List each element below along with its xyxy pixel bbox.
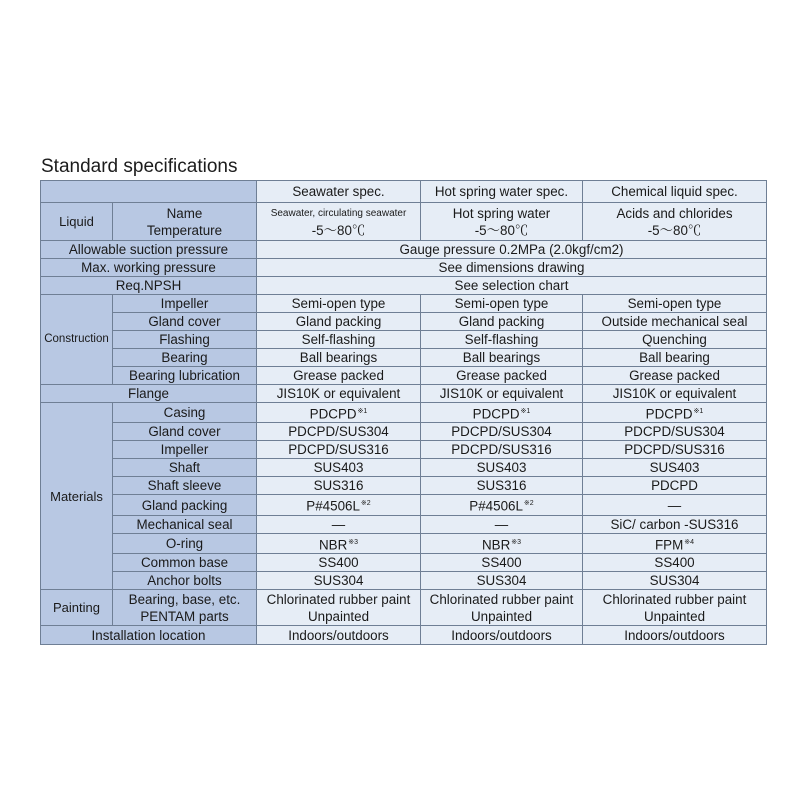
row-label: Shaft sleeve [113, 477, 257, 495]
cell: Gland packing [421, 313, 583, 331]
cell: Ball bearing [583, 349, 767, 367]
cell: SiC/ carbon -SUS316 [583, 515, 767, 533]
cell: SS400 [257, 554, 421, 572]
cell: PDCPD/SUS316 [421, 441, 583, 459]
painting-value: Chlorinated rubber paint [602, 591, 747, 607]
cell [583, 533, 767, 553]
cell: Grease packed [257, 367, 421, 385]
cell: — [583, 495, 767, 515]
liquid-cell [421, 203, 583, 241]
row-label: Casing [113, 403, 257, 423]
materials-row [41, 554, 767, 572]
cell: PDCPD/SUS316 [257, 441, 421, 459]
cell-value: PDCPD [309, 406, 357, 422]
cell: Semi-open type [583, 295, 767, 313]
allowable-suction-row [41, 241, 767, 259]
materials-row [41, 403, 767, 423]
materials-row [41, 495, 767, 515]
materials-row [41, 533, 767, 553]
installation-row [41, 626, 767, 645]
cell: — [257, 515, 421, 533]
materials-row [41, 515, 767, 533]
materials-row [41, 441, 767, 459]
cell: Self-flashing [257, 331, 421, 349]
cell: SUS316 [421, 477, 583, 495]
cell: Semi-open type [257, 295, 421, 313]
cell: SUS403 [421, 459, 583, 477]
cell: — [421, 515, 583, 533]
footnote-mark: ※3 [348, 538, 359, 546]
row-group-label: Materials [41, 403, 113, 590]
cell [257, 495, 421, 515]
cell-value: P#4506L [306, 498, 360, 514]
cell: Indoors/outdoors [583, 626, 767, 645]
cell [421, 495, 583, 515]
cell: Gland packing [257, 313, 421, 331]
cell: PDCPD/SUS304 [583, 423, 767, 441]
row-label: Allowable suction pressure [41, 241, 257, 259]
corner-cell [41, 181, 257, 203]
cell: SUS316 [257, 477, 421, 495]
footnote-mark: ※2 [360, 500, 371, 508]
cell [257, 590, 421, 626]
cell: SUS304 [583, 572, 767, 590]
name-label: Name [166, 205, 203, 221]
cell: Grease packed [421, 367, 583, 385]
column-header: Hot spring water spec. [421, 181, 583, 203]
row-label: O-ring [113, 533, 257, 553]
construction-row [41, 295, 767, 313]
cell: PDCPD/SUS304 [421, 423, 583, 441]
row-group-label: Construction [41, 295, 113, 385]
row-label: Flange [41, 385, 257, 403]
painting-row [41, 590, 767, 626]
cell [257, 403, 421, 423]
materials-row [41, 572, 767, 590]
row-label: Installation location [41, 626, 257, 645]
row-value: See dimensions drawing [257, 259, 767, 277]
row-label: Bearing lubrication [113, 367, 257, 385]
liquid-temp: -5～80℃ [647, 222, 702, 238]
row-value: Gauge pressure 0.2MPa (2.0kgf/cm2) [257, 241, 767, 259]
painting-value: Chlorinated rubber paint [429, 591, 574, 607]
cell: SUS403 [257, 459, 421, 477]
footnote-mark: ※4 [684, 538, 695, 546]
construction-row [41, 367, 767, 385]
spec-table [40, 180, 767, 645]
cell [257, 533, 421, 553]
row-label: Gland cover [113, 423, 257, 441]
liquid-name: Hot spring water [452, 205, 551, 221]
cell: PDCPD/SUS304 [257, 423, 421, 441]
footnote-mark: ※1 [520, 408, 531, 415]
cell: SS400 [421, 554, 583, 572]
cell: Indoors/outdoors [257, 626, 421, 645]
cell: SUS403 [583, 459, 767, 477]
cell: Ball bearings [421, 349, 583, 367]
max-working-row [41, 259, 767, 277]
header-row [41, 181, 767, 203]
row-label: Gland cover [113, 313, 257, 331]
cell: JIS10K or equivalent [421, 385, 583, 403]
liquid-temp: -5～80℃ [474, 222, 529, 238]
cell [421, 533, 583, 553]
row-label: Req.NPSH [41, 277, 257, 295]
materials-row [41, 423, 767, 441]
painting-value: Chlorinated rubber paint [266, 591, 411, 607]
cell: Indoors/outdoors [421, 626, 583, 645]
painting-value: Unpainted [307, 608, 370, 624]
cell [421, 403, 583, 423]
row-label: Max. working pressure [41, 259, 257, 277]
liquid-name: Seawater, circulating seawater [270, 207, 407, 219]
cell: Self-flashing [421, 331, 583, 349]
painting-value: Unpainted [643, 608, 706, 624]
row-label: Gland packing [113, 495, 257, 515]
liquid-row [41, 203, 767, 241]
cell: Semi-open type [421, 295, 583, 313]
cell: SUS304 [257, 572, 421, 590]
row-label: Bearing [113, 349, 257, 367]
row-label: Shaft [113, 459, 257, 477]
construction-row [41, 349, 767, 367]
footnote-mark: ※3 [511, 538, 522, 546]
row-label [113, 203, 257, 241]
materials-row [41, 477, 767, 495]
cell [583, 403, 767, 423]
painting-label-line: PENTAM parts [140, 608, 229, 624]
footnote-mark: ※1 [357, 408, 368, 415]
flange-row [41, 385, 767, 403]
row-label: Flashing [113, 331, 257, 349]
painting-value: Unpainted [470, 608, 533, 624]
cell: Ball bearings [257, 349, 421, 367]
footnote-mark: ※2 [523, 500, 534, 508]
cell-value: NBR [318, 537, 348, 553]
cell: PDCPD/SUS316 [583, 441, 767, 459]
liquid-cell [257, 203, 421, 241]
painting-label-line: Bearing, base, etc. [128, 591, 241, 607]
cell: JIS10K or equivalent [257, 385, 421, 403]
cell-value: NBR [481, 537, 511, 553]
cell: PDCPD [583, 477, 767, 495]
footnote-mark: ※1 [693, 408, 704, 415]
cell: Quenching [583, 331, 767, 349]
cell-value: FPM [654, 537, 684, 553]
temperature-label: Temperature [146, 222, 223, 238]
cell: Grease packed [583, 367, 767, 385]
spec-table-body [41, 181, 767, 645]
row-group-label: Liquid [41, 203, 113, 241]
cell-value: P#4506L [469, 498, 523, 514]
req-npsh-row [41, 277, 767, 295]
column-header: Chemical liquid spec. [583, 181, 767, 203]
cell [421, 590, 583, 626]
row-value: See selection chart [257, 277, 767, 295]
cell [583, 590, 767, 626]
row-group-label: Painting [41, 590, 113, 626]
materials-row [41, 459, 767, 477]
liquid-temp: -5～80℃ [311, 222, 366, 238]
page-title: Standard specifications [41, 156, 238, 177]
cell: JIS10K or equivalent [583, 385, 767, 403]
cell: SS400 [583, 554, 767, 572]
row-label: Anchor bolts [113, 572, 257, 590]
cell-value: PDCPD [472, 406, 520, 422]
column-header: Seawater spec. [257, 181, 421, 203]
cell: SUS304 [421, 572, 583, 590]
construction-row [41, 313, 767, 331]
row-label: Common base [113, 554, 257, 572]
row-label: Impeller [113, 441, 257, 459]
row-label [113, 590, 257, 626]
cell: Outside mechanical seal [583, 313, 767, 331]
liquid-cell [583, 203, 767, 241]
construction-row [41, 331, 767, 349]
row-label: Mechanical seal [113, 515, 257, 533]
cell-value: PDCPD [645, 406, 693, 422]
liquid-name: Acids and chlorides [616, 205, 733, 221]
row-label: Impeller [113, 295, 257, 313]
